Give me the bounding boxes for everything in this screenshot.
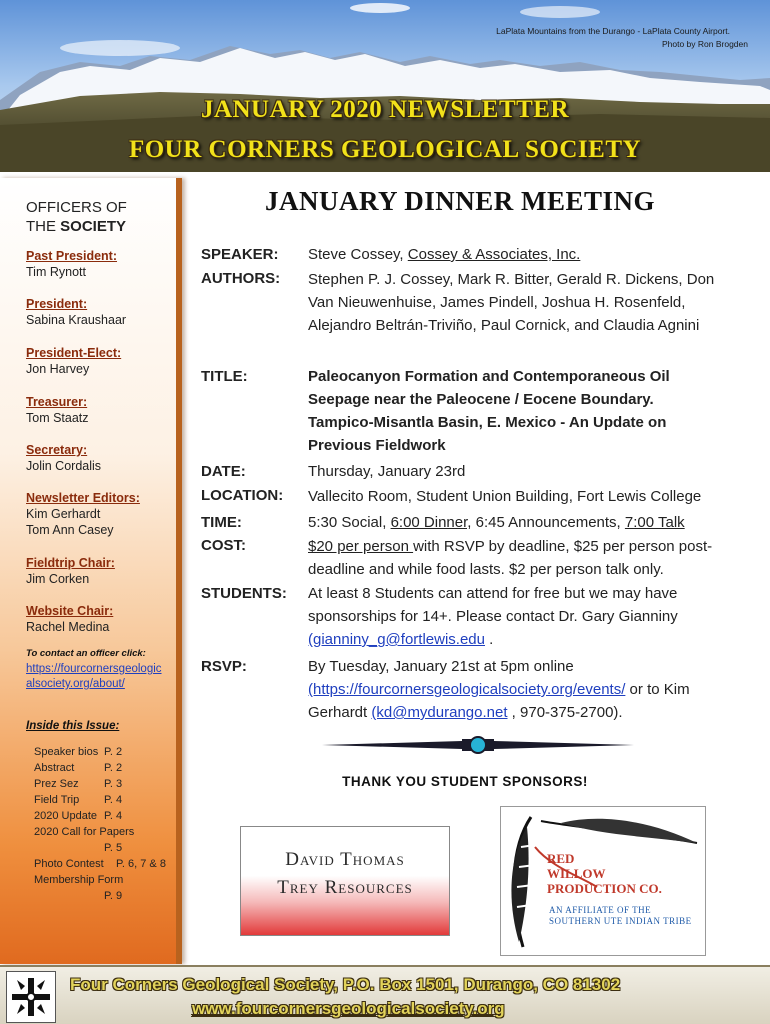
item-label: Speaker bios — [34, 746, 99, 758]
meeting-title: JANUARY DINNER MEETING — [264, 186, 656, 216]
item-label: Abstract — [34, 762, 75, 774]
item-label: 2020 Update — [34, 810, 97, 822]
officer-treasurer — [26, 394, 89, 426]
newsletter-title: JANUARY 2020 NEWSLETTER — [200, 96, 570, 123]
speaker-name: Steve Cossey, — [308, 246, 408, 263]
authors-value: Stephen P. J. Cossey, Mark R. Bitter, Gerald R. Dickens, Don Van Nieuwenhuise, James Pindell, Joshua H. Rosenfeld, Alejandro Beltrán-Triviño, Paul Cornick, and Claudia Agnini — [308, 271, 715, 334]
time-announcements: 6:45 Announcements, — [471, 514, 625, 531]
sponsor-david-thomas — [240, 826, 450, 936]
officer-role: Fieldtrip Chair: — [26, 556, 115, 570]
item-page: P. 5 — [104, 842, 123, 854]
photo-credit-photographer: Photo by Ron Brogden — [661, 39, 748, 49]
item-label: 2020 Call for Papers — [34, 826, 135, 838]
student-sponsors-heading: THANK YOU STUDENT SPONSORS! — [342, 774, 588, 789]
kim-email-link[interactable]: (kd@mydurango.net — [371, 704, 508, 721]
officer-role: Treasurer: — [26, 395, 88, 409]
speaker-value — [308, 243, 748, 266]
officer-name: Jolin Cordalis — [26, 459, 102, 473]
rsvp-label: RSVP: — [201, 658, 247, 675]
officer-newsletter-editors — [26, 490, 140, 538]
affiliate-line2: SOUTHERN UTE INDIAN TRIBE — [549, 916, 692, 926]
time-dinner: 6:00 Dinner, — [390, 514, 472, 531]
footer-address: Four Corners Geological Society, P.O. Box 1501, Durango, CO 81302 — [70, 975, 621, 994]
officer-secretary — [26, 442, 101, 474]
footer — [0, 965, 770, 1024]
header-banner — [0, 0, 770, 172]
rsvp-events-link[interactable]: (https://fourcornersgeologicalsociety.org/events/ — [308, 681, 626, 698]
sponsor-red-willow — [500, 806, 706, 956]
item-label: Field Trip — [34, 794, 80, 806]
inside-issue-title: Inside this Issue: — [26, 720, 120, 732]
time-value — [308, 511, 748, 534]
cost-label: COST: — [201, 537, 246, 554]
speaker-label: SPEAKER: — [201, 246, 279, 263]
item-page: P. 3 — [104, 778, 123, 790]
item-label: Membership Form — [34, 874, 124, 886]
red-willow-line2: WILLOW — [547, 866, 606, 881]
talk-title-text: Paleocanyon Formation and Contemporaneous Oil Seepage near the Paleocene / Eocene Boundary. Tampico-Misantla Basin, E. Mexico - An Update on Previous Fieldwork — [308, 368, 670, 454]
ornament-divider — [322, 733, 634, 757]
title-label: TITLE: — [201, 368, 248, 385]
gianniny-email-link[interactable]: (gianniny_g@fortlewis.edu — [308, 631, 485, 648]
officer-name: Tom Staatz — [26, 411, 89, 425]
location-label: LOCATION: — [201, 487, 284, 504]
officer-fieldtrip-chair — [26, 555, 115, 587]
item-page: P. 4 — [104, 810, 123, 822]
item-page: P. 4 — [104, 794, 123, 806]
officer-role: Secretary: — [26, 443, 88, 457]
officer-past-president — [26, 248, 117, 280]
item-page: P. 9 — [104, 890, 123, 902]
cost-value — [308, 535, 738, 581]
officer-role: Website Chair: — [26, 604, 114, 618]
red-willow-line1: RED — [547, 851, 575, 866]
officer-name: Tom Ann Casey — [26, 523, 114, 537]
sidebar-title-prefix: THE — [26, 218, 61, 235]
photo-credit-location: LaPlata Mountains from the Durango - LaPlata County Airport. — [496, 26, 730, 36]
authors-label: AUTHORS: — [201, 270, 281, 287]
item-label: Prez Sez — [34, 778, 79, 790]
red-willow-line3: PRODUCTION CO. — [547, 881, 662, 896]
officer-name: Rachel Medina — [26, 620, 110, 634]
officer-website-chair — [26, 603, 113, 635]
sidebar-title-bold: SOCIETY — [60, 218, 127, 235]
officers-sidebar — [0, 178, 182, 964]
sponsor-company: Trey Resources — [277, 877, 413, 898]
item-page: P. 2 — [104, 746, 123, 758]
officer-role: President: — [26, 297, 88, 311]
officer-name: Kim Gerhardt — [26, 507, 101, 521]
item-label: Photo Contest — [34, 858, 104, 870]
rsvp-text-2: or to Kim Gerhardt — [308, 681, 690, 721]
time-talk: 7:00 Talk — [624, 514, 685, 531]
rsvp-value — [308, 655, 728, 724]
students-value — [308, 582, 728, 651]
sidebar-title — [26, 198, 127, 236]
time-social: 5:30 Social, — [308, 514, 391, 531]
officer-role: President-Elect: — [26, 346, 122, 360]
footer-website-link[interactable]: www.fourcornersgeologicalsociety.org — [192, 999, 505, 1018]
officer-role: Newsletter Editors: — [26, 491, 140, 505]
officer-name: Tim Rynott — [26, 265, 86, 279]
students-label: STUDENTS: — [201, 585, 287, 602]
rsvp-text: By Tuesday, January 21st at 5pm online — [308, 658, 574, 675]
officer-role: Past President: — [26, 249, 118, 263]
cost-member: $20 per person — [308, 538, 414, 555]
officer-president — [26, 296, 126, 328]
contact-note: To contact an officer click: — [26, 648, 146, 659]
location-value: Vallecito Room, Student Union Building, Fort Lewis College — [308, 488, 702, 505]
date-label: DATE: — [201, 463, 246, 480]
rsvp-phone: , 970-375-2700). — [507, 704, 623, 721]
date-value: Thursday, January 23rd — [308, 463, 466, 480]
society-logo-icon — [6, 971, 56, 1023]
officers-contact-link[interactable]: https://fourcornersgeologicalsociety.org/about/ — [26, 663, 162, 690]
officer-name: Sabina Kraushaar — [26, 313, 127, 327]
students-end: . — [485, 631, 494, 648]
item-page: P. 6, 7 & 8 — [116, 858, 166, 870]
officer-president-elect — [26, 345, 121, 377]
students-text: At least 8 Students can attend for free but we may have sponsorships for 14+. Please contact Dr. Gary Gianniny — [308, 585, 678, 625]
item-page: P. 2 — [104, 762, 123, 774]
sponsor-name: David Thomas — [285, 849, 405, 870]
officer-name: Jon Harvey — [26, 362, 90, 376]
cost-details: with RSVP by deadline, $25 per person post-deadline and while food lasts. $2 per person talk only. — [308, 538, 713, 578]
time-label: TIME: — [201, 514, 242, 531]
society-title: FOUR CORNERS GEOLOGICAL SOCIETY — [128, 136, 642, 163]
speaker-company: Cossey & Associates, Inc. — [407, 246, 581, 263]
affiliate-line1: AN AFFILIATE OF THE — [549, 905, 652, 915]
talk-title — [308, 365, 718, 457]
sidebar-title-line1: OFFICERS OF — [26, 199, 127, 216]
officer-name: Jim Corken — [26, 572, 90, 586]
